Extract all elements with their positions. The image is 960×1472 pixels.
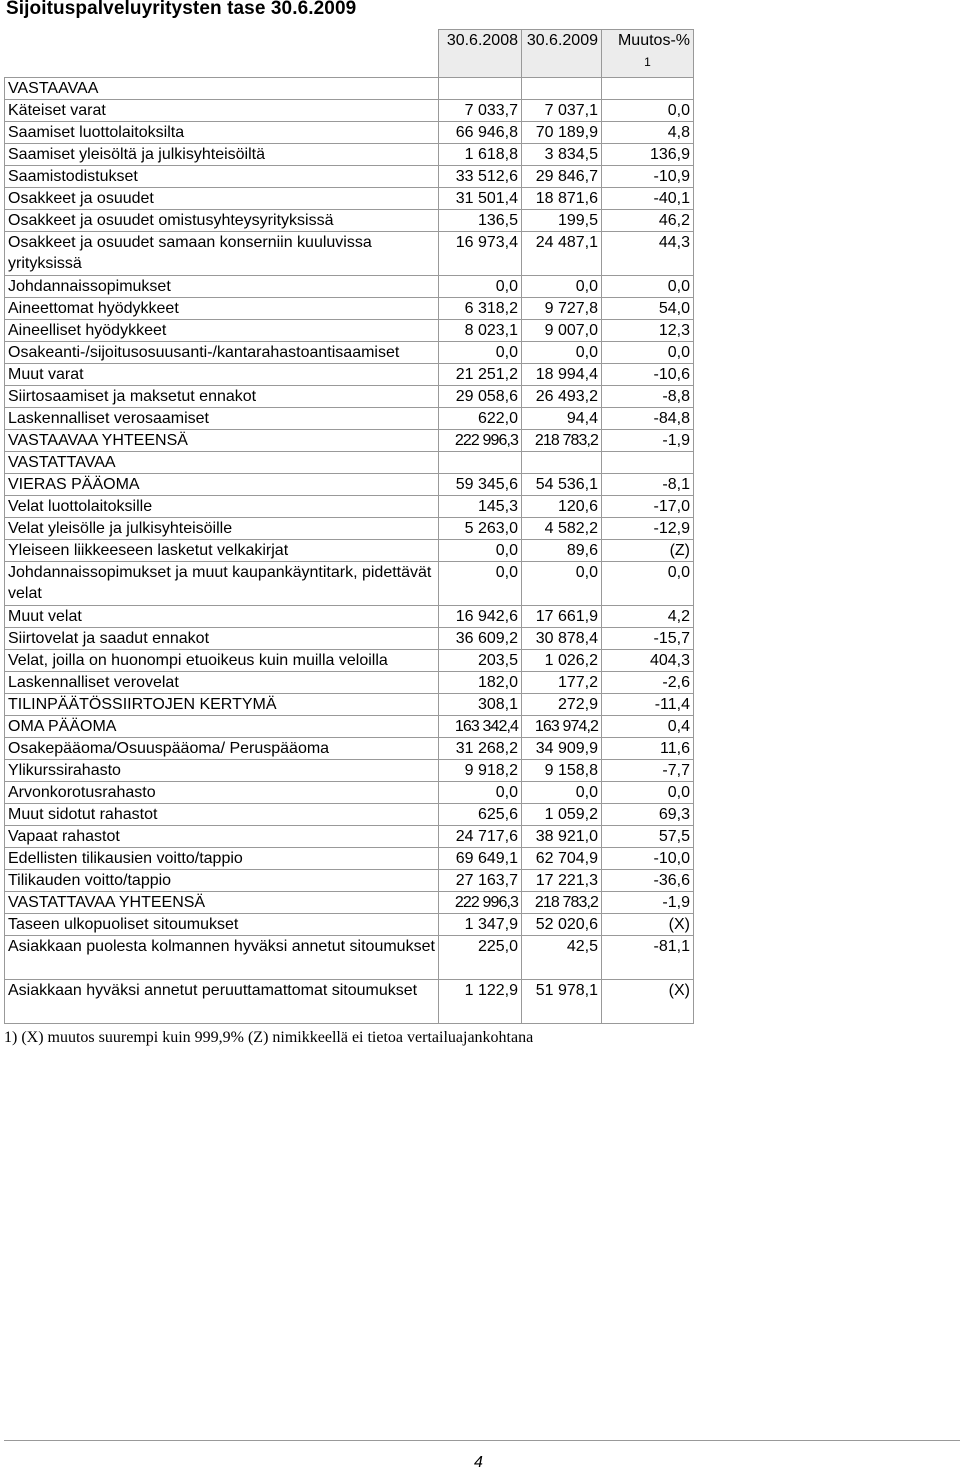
table-row (5, 628, 694, 650)
table-row (5, 276, 694, 298)
value-2008: 33 512,6 (439, 166, 522, 188)
change-percent: -7,7 (602, 760, 694, 782)
change-percent: 0,0 (602, 562, 694, 606)
value-2008: 136,5 (439, 210, 522, 232)
footnote-marker: 1 (644, 55, 651, 69)
value-2008: 36 609,2 (439, 628, 522, 650)
page-number: 4 (474, 1454, 483, 1471)
change-percent: -10,0 (602, 848, 694, 870)
column-header-2009: 30.6.2009 (522, 30, 602, 78)
change-percent: 69,3 (602, 804, 694, 826)
value-2009 (522, 78, 602, 100)
value-2009: 30 878,4 (522, 628, 602, 650)
change-percent: 57,5 (602, 826, 694, 848)
change-percent: (X) (602, 914, 694, 936)
value-2008: 21 251,2 (439, 364, 522, 386)
value-2009: 1 059,2 (522, 804, 602, 826)
column-header-change (602, 30, 694, 78)
table-row (5, 606, 694, 628)
table-row (5, 980, 694, 1024)
value-2008: 0,0 (439, 562, 522, 606)
table-row (5, 804, 694, 826)
value-2008: 8 023,1 (439, 320, 522, 342)
value-2008: 163 342,4 (439, 716, 522, 738)
value-2009: 4 582,2 (522, 518, 602, 540)
value-2008: 308,1 (439, 694, 522, 716)
value-2009: 163 974,2 (522, 716, 602, 738)
value-2008: 0,0 (439, 342, 522, 364)
table-row (5, 716, 694, 738)
table-row (5, 782, 694, 804)
table-row (5, 650, 694, 672)
table-row (5, 738, 694, 760)
table-row (5, 562, 694, 606)
value-2009: 9 007,0 (522, 320, 602, 342)
change-percent: 11,6 (602, 738, 694, 760)
row-label: Arvonkorotusrahasto (5, 782, 439, 804)
value-2008: 9 918,2 (439, 760, 522, 782)
value-2008: 6 318,2 (439, 298, 522, 320)
value-2009: 29 846,7 (522, 166, 602, 188)
value-2009: 17 221,3 (522, 870, 602, 892)
table-row (5, 518, 694, 540)
value-2008: 222 996,3 (439, 892, 522, 914)
value-2008: 27 163,7 (439, 870, 522, 892)
table-row (5, 540, 694, 562)
table-row (5, 298, 694, 320)
row-label: Velat yleisölle ja julkisyhteisöille (5, 518, 439, 540)
value-2009: 9 727,8 (522, 298, 602, 320)
change-percent: 12,3 (602, 320, 694, 342)
table-header-row (5, 30, 694, 78)
value-2008: 31 501,4 (439, 188, 522, 210)
row-label: Asiakkaan puolesta kolmannen hyväksi annetut sitoumukset (5, 936, 439, 980)
row-label: VIERAS PÄÄOMA (5, 474, 439, 496)
row-label: Laskennalliset verosaamiset (5, 408, 439, 430)
table-row (5, 760, 694, 782)
table-row (5, 210, 694, 232)
value-2008: 1 618,8 (439, 144, 522, 166)
value-2009: 177,2 (522, 672, 602, 694)
change-percent: 4,8 (602, 122, 694, 144)
column-header-2008: 30.6.2008 (439, 30, 522, 78)
change-percent: 0,0 (602, 100, 694, 122)
value-2008: 0,0 (439, 276, 522, 298)
value-2008: 145,3 (439, 496, 522, 518)
table-row (5, 144, 694, 166)
value-2008: 16 973,4 (439, 232, 522, 276)
value-2009: 24 487,1 (522, 232, 602, 276)
change-percent: -81,1 (602, 936, 694, 980)
value-2009: 94,4 (522, 408, 602, 430)
change-percent: 136,9 (602, 144, 694, 166)
table-row (5, 870, 694, 892)
value-2008: 24 717,6 (439, 826, 522, 848)
row-label: Asiakkaan hyväksi annetut peruuttamattomat sitoumukset (5, 980, 439, 1024)
table-row (5, 122, 694, 144)
table-row (5, 166, 694, 188)
table-row (5, 100, 694, 122)
table-row (5, 914, 694, 936)
table-row (5, 496, 694, 518)
value-2009: 18 994,4 (522, 364, 602, 386)
value-2008: 16 942,6 (439, 606, 522, 628)
table-row (5, 408, 694, 430)
value-2009: 54 536,1 (522, 474, 602, 496)
row-label: Muut velat (5, 606, 439, 628)
change-percent: 0,0 (602, 782, 694, 804)
value-2009: 272,9 (522, 694, 602, 716)
row-label: Ylikurssirahasto (5, 760, 439, 782)
balance-sheet-table (4, 29, 694, 1024)
table-row (5, 232, 694, 276)
value-2008: 622,0 (439, 408, 522, 430)
table-row (5, 672, 694, 694)
row-label: Osakepääoma/Osuuspääoma/ Peruspääoma (5, 738, 439, 760)
table-row (5, 694, 694, 716)
change-percent: 44,3 (602, 232, 694, 276)
change-percent: -11,4 (602, 694, 694, 716)
change-percent: -84,8 (602, 408, 694, 430)
footer-rule (4, 1440, 960, 1441)
change-percent: -10,6 (602, 364, 694, 386)
table-row (5, 892, 694, 914)
column-header-change-label: Muutos-% (617, 32, 690, 49)
row-label: Vapaat rahastot (5, 826, 439, 848)
change-percent: -2,6 (602, 672, 694, 694)
value-2008: 182,0 (439, 672, 522, 694)
value-2009: 52 020,6 (522, 914, 602, 936)
table-body (5, 78, 694, 1024)
change-percent: -36,6 (602, 870, 694, 892)
table-row (5, 848, 694, 870)
row-label: Johdannaissopimukset ja muut kaupankäyntitark, pidettävät velat (5, 562, 439, 606)
value-2008: 5 263,0 (439, 518, 522, 540)
change-percent: (Z) (602, 540, 694, 562)
value-2009: 0,0 (522, 782, 602, 804)
row-label: Siirtovelat ja saadut ennakot (5, 628, 439, 650)
row-label: Osakkeet ja osuudet samaan konserniin kuuluvissa yrityksissä (5, 232, 439, 276)
table-row (5, 320, 694, 342)
value-2009: 51 978,1 (522, 980, 602, 1024)
row-label: VASTATTAVAA (5, 452, 439, 474)
change-percent (602, 78, 694, 100)
value-2009 (522, 452, 602, 474)
value-2008: 203,5 (439, 650, 522, 672)
value-2008: 225,0 (439, 936, 522, 980)
value-2009: 38 921,0 (522, 826, 602, 848)
value-2008 (439, 78, 522, 100)
row-label: Laskennalliset verovelat (5, 672, 439, 694)
row-label: Osakeanti-/sijoitusosuusanti-/kantarahastoantisaamiset (5, 342, 439, 364)
table-row (5, 342, 694, 364)
value-2009: 218 783,2 (522, 430, 602, 452)
value-2009: 0,0 (522, 342, 602, 364)
value-2009: 1 026,2 (522, 650, 602, 672)
value-2008: 1 122,9 (439, 980, 522, 1024)
row-label: Siirtosaamiset ja maksetut ennakot (5, 386, 439, 408)
change-percent: 404,3 (602, 650, 694, 672)
change-percent: -8,1 (602, 474, 694, 496)
row-label: Tilikauden voitto/tappio (5, 870, 439, 892)
change-percent: -1,9 (602, 892, 694, 914)
value-2008: 66 946,8 (439, 122, 522, 144)
row-label: Käteiset varat (5, 100, 439, 122)
table-row (5, 364, 694, 386)
row-label: Yleiseen liikkeeseen lasketut velkakirjat (5, 540, 439, 562)
row-label: Saamiset yleisöltä ja julkisyhteisöiltä (5, 144, 439, 166)
change-percent: 0,4 (602, 716, 694, 738)
table-row (5, 452, 694, 474)
value-2008: 7 033,7 (439, 100, 522, 122)
value-2008: 0,0 (439, 782, 522, 804)
change-percent: 4,2 (602, 606, 694, 628)
row-label: Velat luottolaitoksille (5, 496, 439, 518)
value-2009: 34 909,9 (522, 738, 602, 760)
value-2008: 31 268,2 (439, 738, 522, 760)
row-label: TILINPÄÄTÖSSIIRTOJEN KERTYMÄ (5, 694, 439, 716)
value-2009: 62 704,9 (522, 848, 602, 870)
change-percent (602, 452, 694, 474)
value-2008: 29 058,6 (439, 386, 522, 408)
value-2009: 89,6 (522, 540, 602, 562)
footnote: 1) (X) muutos suurempi kuin 999,9% (Z) nimikkeellä ei tietoa vertailuajankohtana (4, 1029, 534, 1046)
value-2009: 120,6 (522, 496, 602, 518)
row-label: Johdannaissopimukset (5, 276, 439, 298)
value-2009: 199,5 (522, 210, 602, 232)
change-percent: -15,7 (602, 628, 694, 650)
row-label: Saamiset luottolaitoksilta (5, 122, 439, 144)
table-row (5, 386, 694, 408)
change-percent: 46,2 (602, 210, 694, 232)
row-label: Osakkeet ja osuudet omistusyhteysyrityksissä (5, 210, 439, 232)
value-2009: 70 189,9 (522, 122, 602, 144)
row-label: OMA PÄÄOMA (5, 716, 439, 738)
change-percent: 0,0 (602, 342, 694, 364)
value-2008: 625,6 (439, 804, 522, 826)
table-row (5, 78, 694, 100)
table-row (5, 188, 694, 210)
value-2009: 18 871,6 (522, 188, 602, 210)
value-2008: 0,0 (439, 540, 522, 562)
row-label: VASTAAVAA YHTEENSÄ (5, 430, 439, 452)
value-2009: 218 783,2 (522, 892, 602, 914)
value-2008 (439, 452, 522, 474)
change-percent: -10,9 (602, 166, 694, 188)
change-percent: -17,0 (602, 496, 694, 518)
row-label: Edellisten tilikausien voitto/tappio (5, 848, 439, 870)
row-label: Taseen ulkopuoliset sitoumukset (5, 914, 439, 936)
change-percent: -8,8 (602, 386, 694, 408)
row-label: Aineettomat hyödykkeet (5, 298, 439, 320)
value-2009: 3 834,5 (522, 144, 602, 166)
value-2009: 0,0 (522, 276, 602, 298)
row-label: Muut sidotut rahastot (5, 804, 439, 826)
row-label: Aineelliset hyödykkeet (5, 320, 439, 342)
value-2009: 0,0 (522, 562, 602, 606)
header-label-cell (5, 30, 439, 78)
table-row (5, 936, 694, 980)
value-2009: 26 493,2 (522, 386, 602, 408)
value-2009: 9 158,8 (522, 760, 602, 782)
page-title: Sijoituspalveluyritysten tase 30.6.2009 (6, 0, 357, 19)
table-row (5, 474, 694, 496)
row-label: VASTATTAVAA YHTEENSÄ (5, 892, 439, 914)
value-2009: 17 661,9 (522, 606, 602, 628)
value-2008: 59 345,6 (439, 474, 522, 496)
row-label: Muut varat (5, 364, 439, 386)
value-2009: 42,5 (522, 936, 602, 980)
change-percent: 0,0 (602, 276, 694, 298)
value-2008: 1 347,9 (439, 914, 522, 936)
value-2008: 222 996,3 (439, 430, 522, 452)
table-row (5, 430, 694, 452)
row-label: VASTAAVAA (5, 78, 439, 100)
table-row (5, 826, 694, 848)
value-2008: 69 649,1 (439, 848, 522, 870)
row-label: Velat, joilla on huonompi etuoikeus kuin muilla veloilla (5, 650, 439, 672)
row-label: Saamistodistukset (5, 166, 439, 188)
change-percent: 54,0 (602, 298, 694, 320)
row-label: Osakkeet ja osuudet (5, 188, 439, 210)
change-percent: (X) (602, 980, 694, 1024)
value-2009: 7 037,1 (522, 100, 602, 122)
change-percent: -40,1 (602, 188, 694, 210)
change-percent: -12,9 (602, 518, 694, 540)
change-percent: -1,9 (602, 430, 694, 452)
